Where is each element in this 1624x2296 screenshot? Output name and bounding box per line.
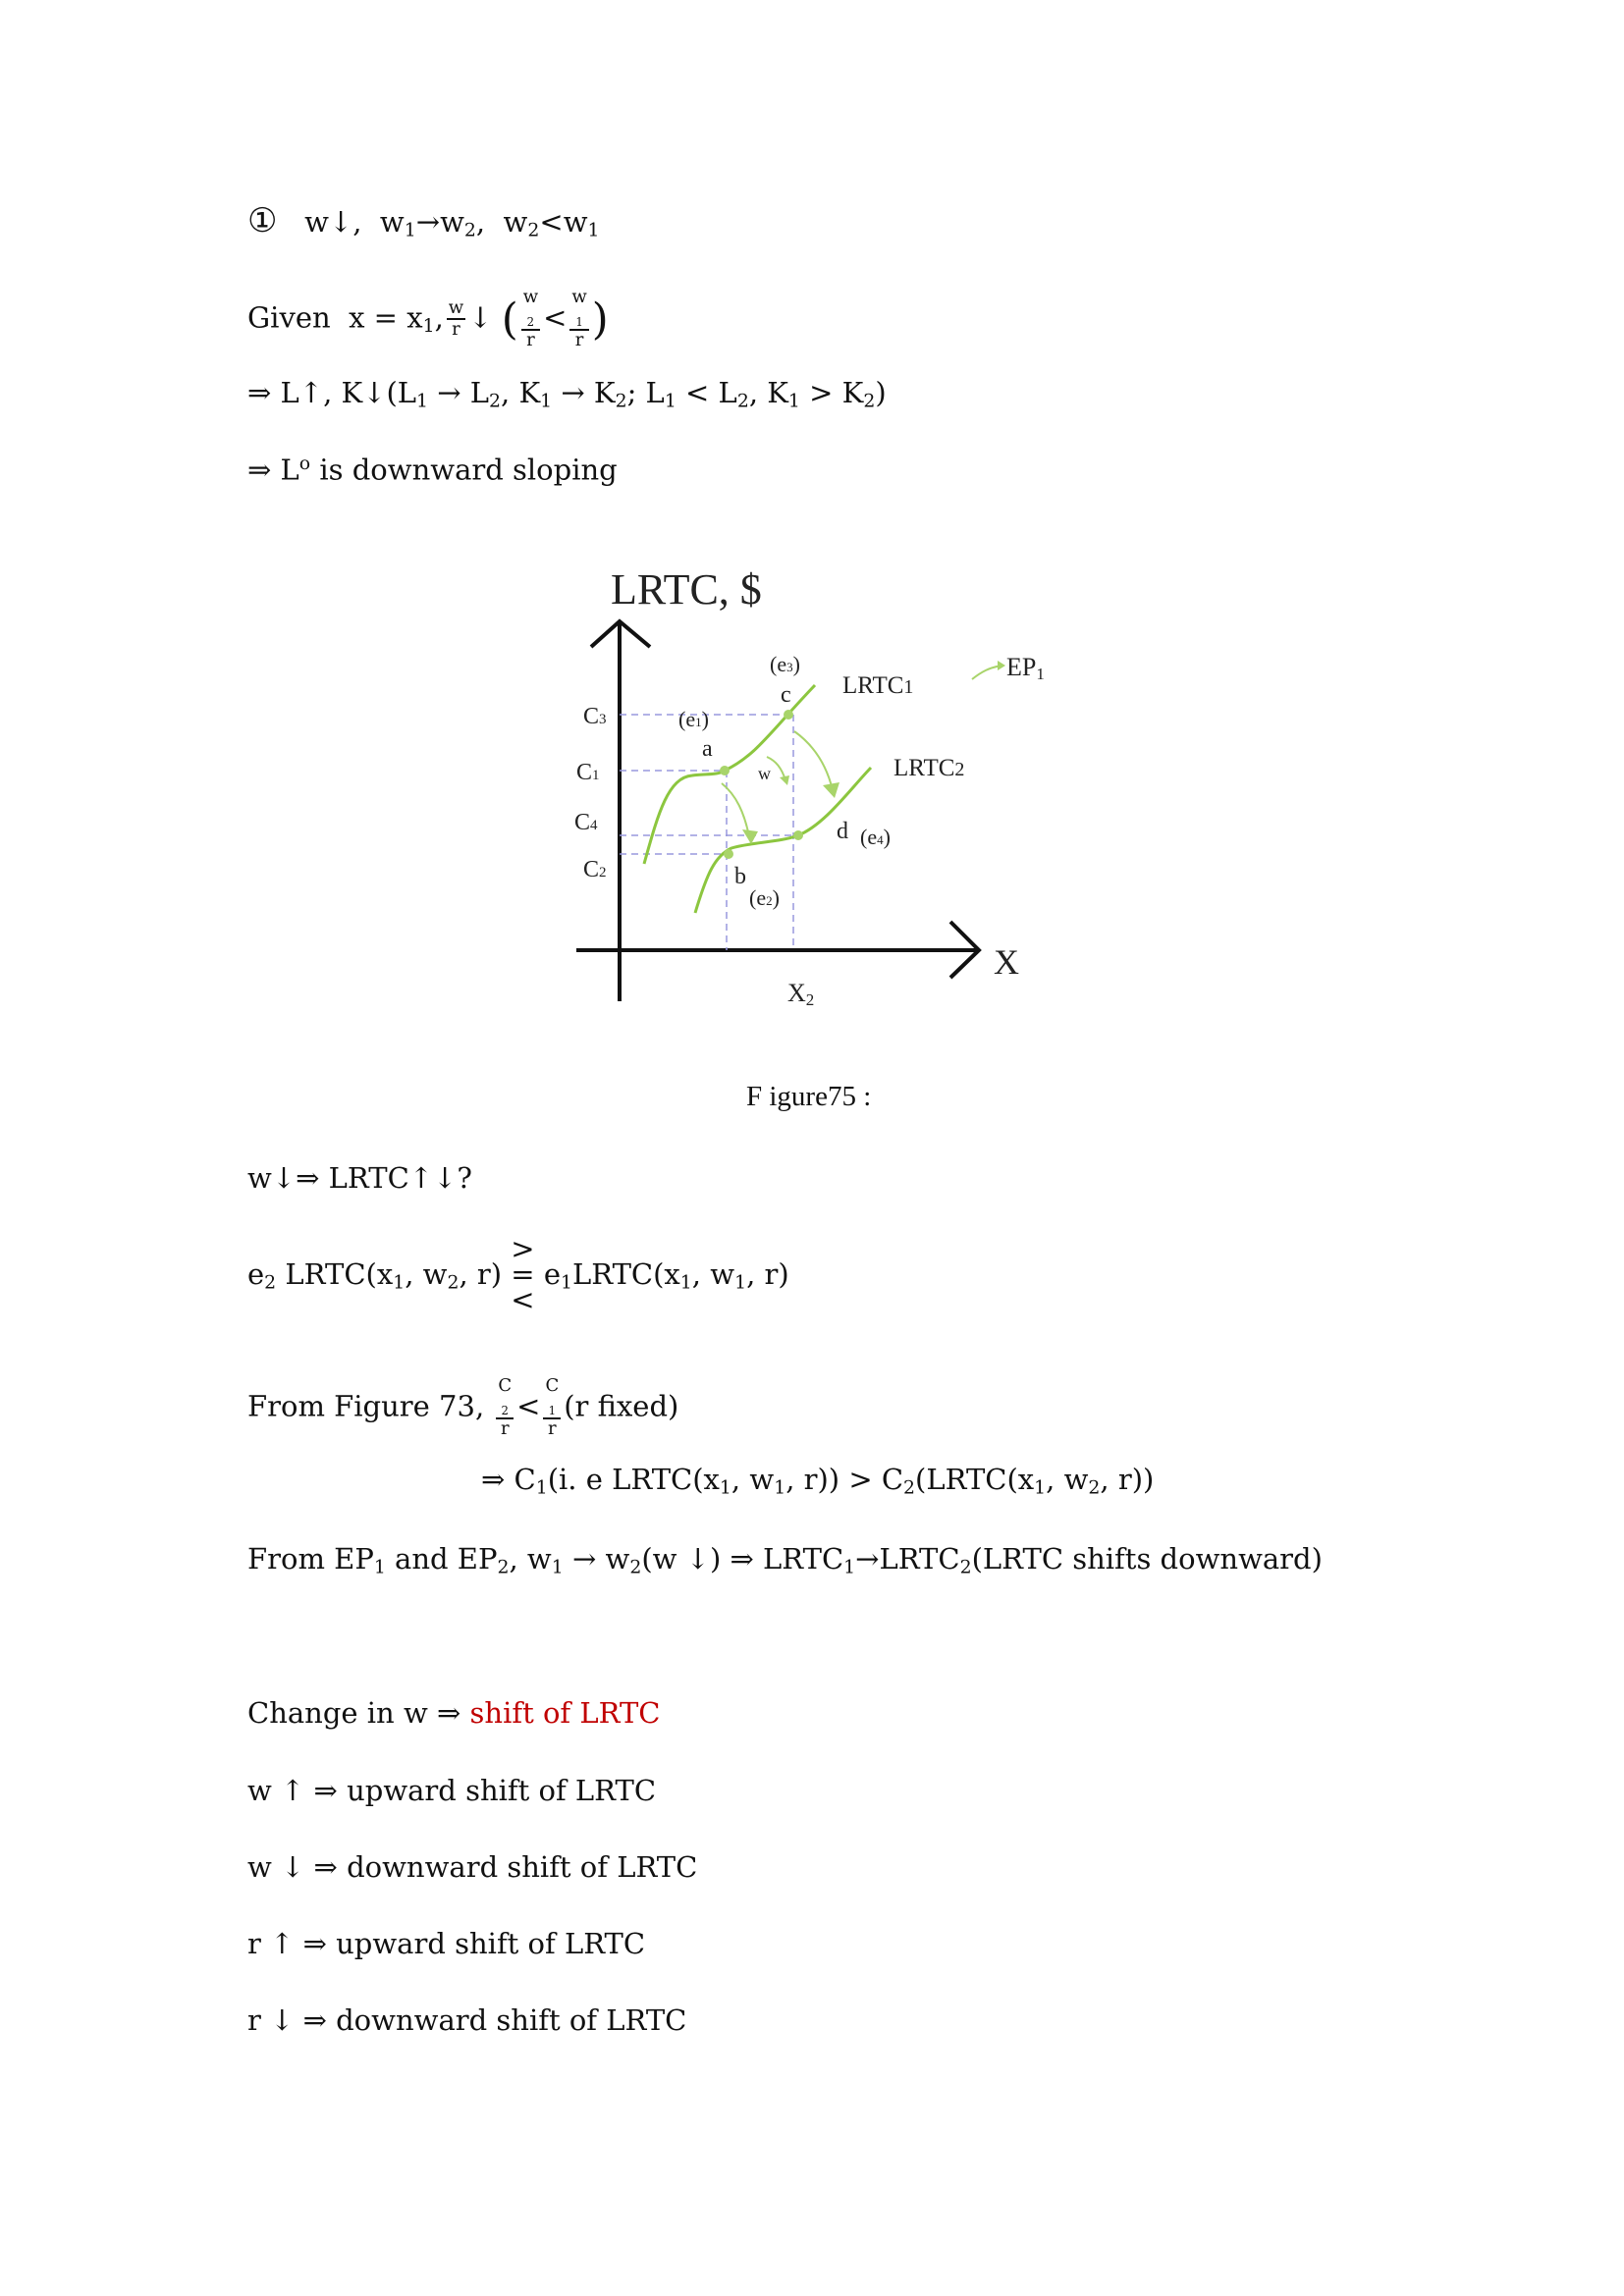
rule-4: r ↓ ⇒ downward shift of LRTC xyxy=(247,2003,687,2037)
line-from-figure73: From Figure 73, C $_2$ r < C $_1$ r (r fixed) xyxy=(247,1375,679,1440)
line-change-in-w: Change in w ⇒ shift of LRTC xyxy=(247,1696,661,1730)
line-given: Given $x = x_1$, $\frac{w}{r}$ ↓ ( w $_2$ r < w $_1$ r ) xyxy=(247,287,609,351)
w-label: w xyxy=(758,764,771,783)
figure-caption: F igure75 : xyxy=(746,1081,872,1112)
line-question: w↓⇒ LRTC↑↓? xyxy=(247,1161,472,1195)
rule-2: w ↓ ⇒ downward shift of LRTC xyxy=(247,1850,698,1884)
point-e1: (e1) xyxy=(678,707,709,731)
rule-1: w ↑ ⇒ upward shift of LRTC xyxy=(247,1774,657,1807)
point-c: c xyxy=(781,682,791,708)
y-tick-c2: C2 xyxy=(583,857,607,882)
point-a: a xyxy=(702,736,713,762)
lrtc1-label: LRTC1 xyxy=(842,672,914,699)
point-b: b xyxy=(734,864,746,889)
line-wage-change: ① w↓, $w_1\to w_2$, $w_2<w_1$ xyxy=(247,201,600,241)
line-from-ep: From $EP_1$ and $EP_2$, $w_1 \to w_2(w$ ↓) ⇒ $LRTC_1\to LRTC_2(LRTC$ shifts downward) xyxy=(247,1542,1323,1578)
highlight-shift: shift of LRTC xyxy=(469,1696,661,1730)
x-tick-x2: X2 xyxy=(787,979,815,1009)
point-d: d xyxy=(837,819,848,844)
lrtc-diagram xyxy=(569,550,1080,1021)
y-tick-c1: C1 xyxy=(576,760,600,785)
lrtc2-label: LRTC2 xyxy=(893,755,965,781)
line-implies-costs: ⇒ $C_1(i$. e $LRTC(x_1$, $w_1$, $r)) > C_2(LRTC(x_1$, $w_2$, r)) xyxy=(481,1463,1155,1499)
x-axis-label: X xyxy=(994,942,1019,982)
line-implies-LK: ⇒ L↑, $K↓(L_1 \to L_2$, $K_1 \to K_2$; $L_1 < L_2$, $K_1 > K_2$) xyxy=(247,376,887,412)
point-e2: (e2) xyxy=(749,885,780,910)
rule-3: r ↑ ⇒ upward shift of LRTC xyxy=(247,1927,646,1960)
y-axis-label: LRTC, $ xyxy=(611,565,762,614)
point-e3: (e3) xyxy=(770,652,800,676)
y-tick-c3: C3 xyxy=(583,704,607,729)
line-compare: $e_2$ $LRTC(x_1$, $w_2$, r) > = < $e_1LRTC(x_1$, $w_1$, r) xyxy=(247,1232,789,1316)
legend-ep1: EP1 xyxy=(1006,653,1045,683)
line-downward-sloping: ⇒ $L^o$ is downward sloping xyxy=(247,453,618,487)
y-tick-c4: C4 xyxy=(574,810,598,835)
point-e4: (e4) xyxy=(860,825,891,849)
